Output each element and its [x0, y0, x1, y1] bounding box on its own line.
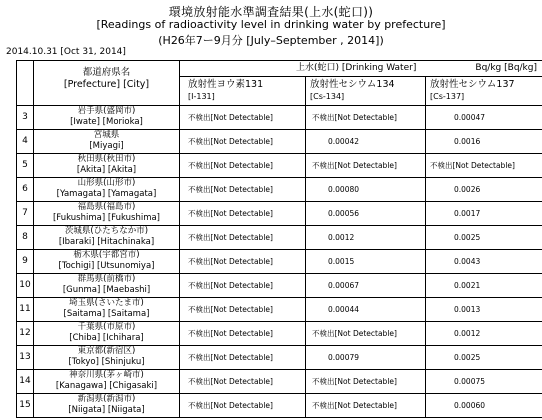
table-row [17, 154, 542, 178]
i131-header-ja: 放射性ヨウ素131 [188, 79, 264, 90]
cs137-value: 0.0026 [454, 185, 481, 194]
prefecture-name-en: [Miyagi] [89, 141, 124, 151]
prefecture-name-ja: 新潟県(新潟市) [77, 394, 136, 404]
prefecture-name-ja: 福島県(福島市) [77, 202, 136, 212]
prefecture-name-en: [Tokyo] [Shinjuku] [68, 357, 145, 367]
table-row [17, 202, 542, 226]
prefecture-name-en: [Gunma] [Maebashi] [62, 285, 151, 295]
prefecture-name-ja: 群馬県(前橋市) [77, 274, 136, 284]
prefecture-header-en: [Prefecture] [City] [63, 79, 150, 90]
report-title: 環境放射能水準調査結果(上水(蛇口)) [168, 5, 374, 19]
i131-value: 不検出[Not Detectable] [180, 322, 306, 345]
i131-value: 不検出[Not Detectable] [180, 226, 306, 249]
i131-value: 不検出[Not Detectable] [180, 250, 306, 273]
table-row [17, 178, 542, 202]
drinking-water-header [180, 61, 542, 77]
cs137-value: 0.0025 [454, 353, 481, 362]
prefecture-name-en: [Kanagawa] [Chigasaki] [55, 381, 158, 391]
prefecture-name-ja: 栃木県(宇都宮市) [73, 250, 140, 260]
prefecture-name-en: [Tochigi] [Utsunomiya] [58, 261, 155, 271]
cs134-value: 不検出[Not Detectable] [306, 322, 426, 345]
cs134-value: 0.00079 [306, 346, 426, 369]
unit-label: Bq/kg [Bq/kg] [475, 63, 537, 73]
table-header [17, 61, 542, 106]
i131-value: 不検出[Not Detectable] [180, 178, 306, 201]
prefecture-cell [34, 178, 180, 201]
cs134-value: 0.0015 [306, 250, 426, 273]
row-number: 9 [17, 250, 34, 273]
cs137-value: 0.0013 [454, 305, 481, 314]
row-number: 15 [17, 394, 34, 417]
cs137-header-en: [Cs-137] [430, 92, 465, 101]
cs137-value: 0.00047 [454, 113, 486, 122]
cs137-value: 0.00075 [454, 377, 486, 386]
cs137-value: 0.0043 [454, 257, 481, 266]
table-row [17, 298, 542, 322]
row-number: 5 [17, 154, 34, 177]
prefecture-cell [34, 226, 180, 249]
table-body [17, 106, 542, 418]
prefecture-name-en: [Saitama] [Saitama] [63, 309, 150, 319]
row-number: 12 [17, 322, 34, 345]
cs137-header [426, 77, 542, 105]
prefecture-name-ja: 岩手県(盛岡市) [77, 106, 136, 116]
table-row [17, 370, 542, 394]
cs137-value: 0.0021 [454, 281, 481, 290]
report-subtitle: [Readings of radioactivity level in drinking water by prefecture] [96, 18, 446, 31]
prefecture-name-ja: 東京都(新宿区) [77, 346, 136, 356]
row-number: 14 [17, 370, 34, 393]
i131-value: 不検出[Not Detectable] [180, 298, 306, 321]
cs134-value: 不検出[Not Detectable] [306, 154, 426, 177]
cs134-value: 0.00042 [306, 130, 426, 153]
cs134-value: 不検出[Not Detectable] [306, 394, 426, 417]
table-row [17, 274, 542, 298]
drinking-water-label: 上水(蛇口) [Drinking Water] [296, 63, 417, 73]
cs134-value: 0.00044 [306, 298, 426, 321]
row-number: 8 [17, 226, 34, 249]
table-row [17, 322, 542, 346]
i131-value: 不検出[Not Detectable] [180, 370, 306, 393]
cs137-value: 0.0012 [454, 329, 481, 338]
cs134-header-ja: 放射性セシウム134 [310, 79, 395, 90]
prefecture-name-en: [Akita] [Akita] [76, 165, 137, 175]
cs137-value: 不検出[Not Detectable] [430, 161, 515, 170]
row-number: 4 [17, 130, 34, 153]
i131-value: 不検出[Not Detectable] [180, 274, 306, 297]
cs134-value: 0.00056 [306, 202, 426, 225]
prefecture-name-en: [Chiba] [Ichihara] [69, 333, 144, 343]
prefecture-cell [34, 154, 180, 177]
cs134-value: 不検出[Not Detectable] [306, 370, 426, 393]
number-header-cell [17, 61, 34, 105]
i131-value: 不検出[Not Detectable] [180, 202, 306, 225]
cs134-header [306, 77, 426, 105]
i131-value: 不検出[Not Detectable] [180, 130, 306, 153]
cs137-value: 0.0025 [454, 233, 481, 242]
i131-value: 不検出[Not Detectable] [180, 106, 306, 129]
prefecture-name-ja: 秋田県(秋田市) [77, 154, 136, 164]
prefecture-cell [34, 394, 180, 417]
i131-value: 不検出[Not Detectable] [180, 346, 306, 369]
i131-value: 不検出[Not Detectable] [180, 154, 306, 177]
cs137-value: 0.0017 [454, 209, 481, 218]
table-row [17, 250, 542, 274]
table-row [17, 106, 542, 130]
prefecture-cell [34, 130, 180, 153]
row-number: 10 [17, 274, 34, 297]
prefecture-name-en: [Yamagata] [Yamagata] [56, 189, 157, 199]
row-number: 13 [17, 346, 34, 369]
i131-header [180, 77, 306, 105]
prefecture-cell [34, 322, 180, 345]
prefecture-name-ja: 神奈川県(茅ヶ崎市) [69, 370, 144, 380]
row-number: 6 [17, 178, 34, 201]
prefecture-cell [34, 274, 180, 297]
prefecture-cell [34, 298, 180, 321]
prefecture-name-ja: 宮城県 [93, 130, 120, 140]
row-number: 3 [17, 106, 34, 129]
prefecture-name-en: [Niigata] [Niigata] [68, 405, 145, 415]
prefecture-name-en: [Ibaraki] [Hitachinaka] [58, 237, 155, 247]
prefecture-name-ja: 山形県(山形市) [77, 178, 136, 188]
table-row [17, 130, 542, 154]
prefecture-name-en: [Iwate] [Morioka] [70, 117, 143, 127]
readings-table [16, 60, 542, 418]
table-row [17, 394, 542, 418]
row-number: 11 [17, 298, 34, 321]
prefecture-name-en: [Fukushima] [Fukushima] [52, 213, 161, 223]
i131-header-en: [I-131] [188, 92, 215, 101]
cs134-value: 0.00067 [306, 274, 426, 297]
cs134-value: 0.00080 [306, 178, 426, 201]
prefecture-header-ja: 都道府県名 [82, 67, 131, 78]
cs134-value: 0.0012 [306, 226, 426, 249]
prefecture-name-ja: 茨城県(ひたちなか市) [64, 226, 149, 236]
row-number: 7 [17, 202, 34, 225]
i131-value: 不検出[Not Detectable] [180, 394, 306, 417]
report-period: (H26年7ー9月分 [July–September , 2014]) [158, 34, 384, 47]
table-row [17, 226, 542, 250]
prefecture-cell [34, 370, 180, 393]
prefecture-name-ja: 埼玉県(さいたま市) [69, 298, 144, 308]
prefecture-header-cell [34, 61, 180, 105]
report-date: 2014.10.31 [Oct 31, 2014] [6, 47, 126, 57]
prefecture-cell [34, 346, 180, 369]
prefecture-cell [34, 202, 180, 225]
cs137-value: 0.0016 [454, 137, 481, 146]
cs137-header-ja: 放射性セシウム137 [430, 79, 515, 90]
prefecture-name-ja: 千葉県(市原市) [77, 322, 136, 332]
cs134-header-en: [Cs-134] [310, 92, 345, 101]
cs137-value: 0.00060 [454, 401, 486, 410]
cs134-value: 不検出[Not Detectable] [306, 106, 426, 129]
prefecture-cell [34, 250, 180, 273]
table-row [17, 346, 542, 370]
prefecture-cell [34, 106, 180, 129]
